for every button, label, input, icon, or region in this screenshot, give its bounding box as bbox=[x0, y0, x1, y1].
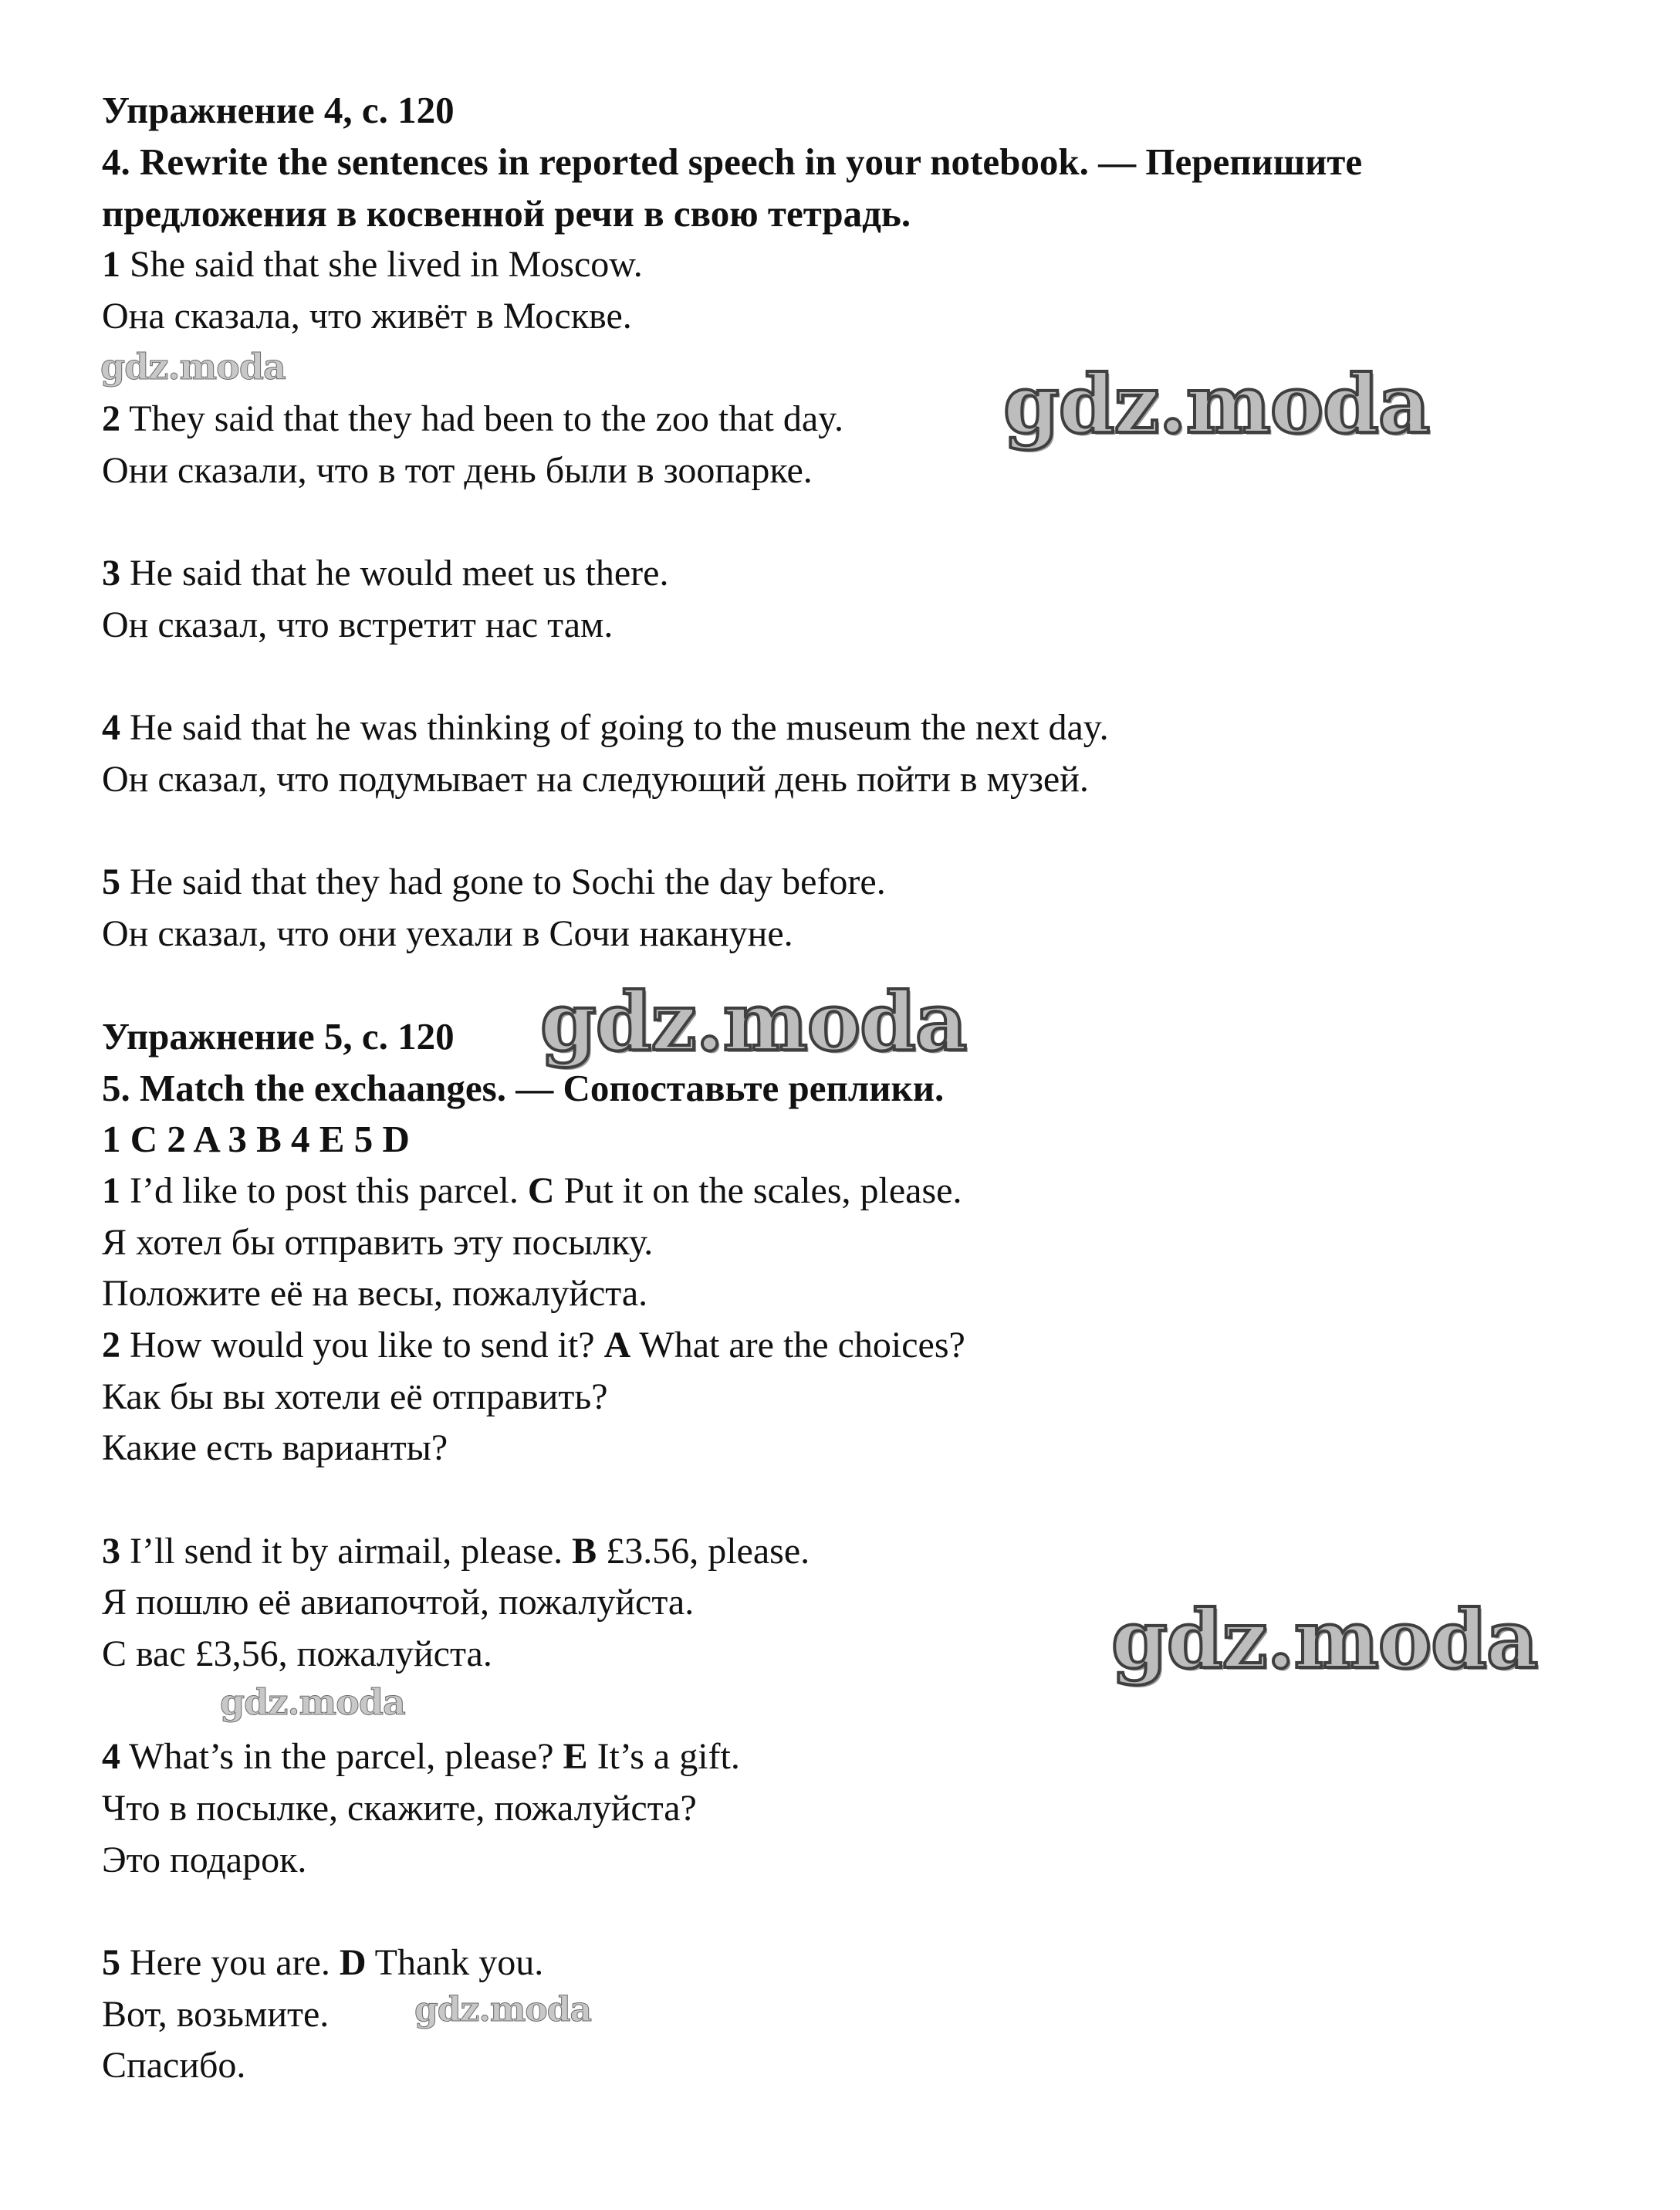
ex5-item-4-english bbox=[102, 1731, 740, 1782]
ex5-item-1-russian-1: Я хотел бы отправить эту посылку. bbox=[102, 1222, 654, 1263]
ex4-item-2-english bbox=[102, 394, 843, 445]
ex4-item-5-english bbox=[102, 857, 886, 908]
answer: Thank you. bbox=[366, 1942, 544, 1983]
ex5-item-3-english bbox=[102, 1526, 810, 1577]
exercise-4-heading: Упражнение 4, с. 120 bbox=[102, 89, 455, 131]
english-sentence: They said that they had been to the zoo that day. bbox=[120, 398, 844, 439]
question: I’ll send it by airmail, please. bbox=[120, 1531, 573, 1572]
ex5-item-1-russian-2: Положите её на весы, пожалуйста. bbox=[102, 1273, 648, 1314]
english-sentence: She said that she lived in Moscow. bbox=[120, 244, 643, 285]
watermark-logo: gdz.moda bbox=[100, 346, 286, 388]
ex4-item-4-russian: Он сказал, что подумывает на следующий день пойти в музей. bbox=[102, 759, 1089, 800]
answer-letter: B bbox=[572, 1531, 597, 1572]
ex5-item-4-russian-1: Что в посылке, скажите, пожалуйста? bbox=[102, 1788, 697, 1829]
ex5-item-2-english bbox=[102, 1320, 965, 1371]
answer-letter: D bbox=[339, 1942, 367, 1983]
question: What’s in the parcel, please? bbox=[120, 1736, 563, 1777]
item-number: 2 bbox=[102, 1325, 120, 1366]
exercise-4-task-line-2: предложения в косвенной речи в свою тетрадь. bbox=[102, 192, 911, 235]
answer: £3.56, please. bbox=[597, 1531, 810, 1572]
ex4-item-3-english bbox=[102, 548, 668, 599]
item-number: 5 bbox=[102, 861, 120, 902]
ex5-item-2-russian-2: Какие есть варианты? bbox=[102, 1427, 448, 1468]
answer-letter: A bbox=[603, 1325, 631, 1366]
item-number: 1 bbox=[102, 244, 120, 285]
ex5-item-2-russian-1: Как бы вы хотели её отправить? bbox=[102, 1376, 608, 1417]
ex4-item-4-english bbox=[102, 702, 1109, 753]
item-number: 3 bbox=[102, 553, 120, 594]
ex4-item-1-english bbox=[102, 239, 643, 290]
watermark-logo: gdz.moda bbox=[1003, 357, 1430, 452]
watermark-logo: gdz.moda bbox=[414, 1990, 592, 2029]
ex5-item-1-english bbox=[102, 1166, 962, 1217]
ex5-item-5-russian-1: Вот, возьмите. bbox=[102, 1994, 330, 2035]
english-sentence: He said that they had gone to Sochi the day before. bbox=[120, 861, 886, 902]
ex5-item-3-russian-2: С вас £3,56, пожалуйста. bbox=[102, 1633, 492, 1674]
exercise-5-answer-key: 1 C 2 A 3 B 4 E 5 D bbox=[102, 1118, 410, 1160]
watermark-logo: gdz.moda bbox=[1111, 1592, 1538, 1687]
exercise-5-heading: Упражнение 5, с. 120 bbox=[102, 1015, 455, 1058]
item-number: 5 bbox=[102, 1942, 120, 1983]
item-number: 3 bbox=[102, 1531, 120, 1572]
ex5-item-5-russian-2: Спасибо. bbox=[102, 2045, 246, 2086]
ex5-item-3-russian-1: Я пошлю её авиапочтой, пожалуйста. bbox=[102, 1582, 695, 1623]
question: How would you like to send it? bbox=[120, 1325, 604, 1366]
answer: Put it on the scales, please. bbox=[554, 1170, 962, 1211]
ex4-item-2-russian: Они сказали, что в тот день были в зоопарке. bbox=[102, 450, 813, 491]
ex4-item-5-russian: Он сказал, что они уехали в Сочи накануне. bbox=[102, 913, 793, 954]
answer: It’s a gift. bbox=[587, 1736, 740, 1777]
exercise-5-task: 5. Match the exchaanges. — Сопоставьте реплики. bbox=[102, 1067, 945, 1109]
item-number: 2 bbox=[102, 398, 120, 439]
ex5-item-5-english bbox=[102, 1938, 543, 1988]
ex4-item-1-russian: Она сказала, что живёт в Москве. bbox=[102, 296, 632, 337]
item-number: 1 bbox=[102, 1170, 120, 1211]
answer-letter: E bbox=[563, 1736, 588, 1777]
ex5-item-4-russian-2: Это подарок. bbox=[102, 1839, 307, 1880]
english-sentence: He said that he would meet us there. bbox=[120, 553, 669, 594]
question: I’d like to post this parcel. bbox=[120, 1170, 528, 1211]
answer-letter: C bbox=[527, 1170, 555, 1211]
watermark-logo: gdz.moda bbox=[540, 974, 967, 1069]
item-number: 4 bbox=[102, 1736, 120, 1777]
exercise-4-task-line-1: 4. Rewrite the sentences in reported speech in your notebook. — Перепишите bbox=[102, 140, 1363, 183]
ex4-item-3-russian: Он сказал, что встретит нас там. bbox=[102, 604, 614, 645]
item-number: 4 bbox=[102, 707, 120, 748]
watermark-logo: gdz.moda bbox=[220, 1681, 405, 1723]
answer: What are the choices? bbox=[630, 1325, 965, 1366]
english-sentence: He said that he was thinking of going to the museum the next day. bbox=[120, 707, 1109, 748]
question: Here you are. bbox=[120, 1942, 340, 1983]
